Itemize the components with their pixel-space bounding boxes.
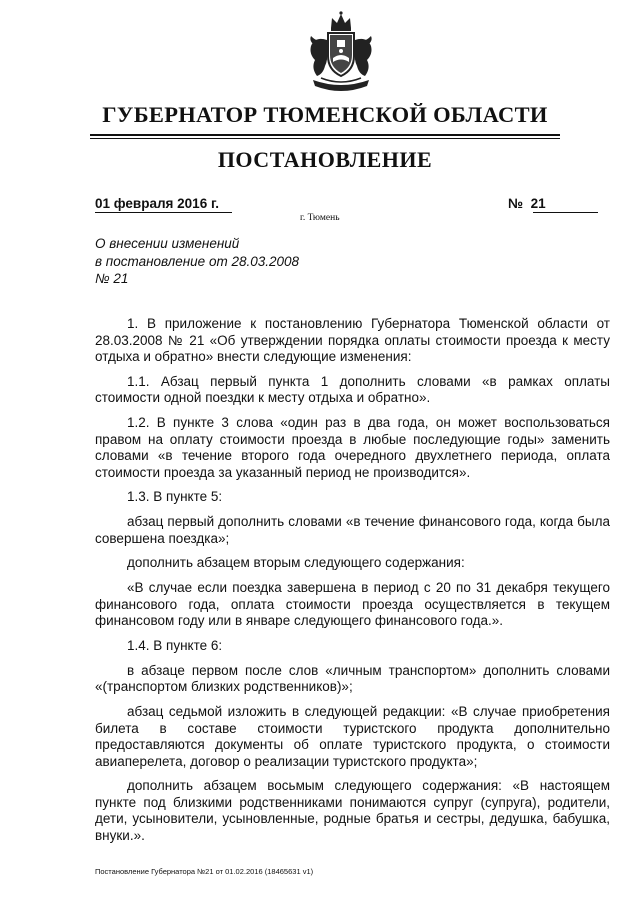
- body-paragraph: 1.1. Абзац первый пункта 1 дополнить словами «в рамках оплаты стоимости одной поездки к месту отдыха и обратно».: [95, 373, 610, 406]
- body-paragraph: абзац первый дополнить словами «в течение финансового года, когда была совершена поездка»;: [95, 514, 610, 546]
- body-paragraph: 1.4. В пункте 6:: [127, 638, 223, 654]
- document-subject: [95, 235, 335, 288]
- number-label: №: [508, 196, 524, 211]
- issuer-title: ГУБЕРНАТОР ТЮМЕНСКОЙ ОБЛАСТИ: [102, 102, 548, 127]
- body-paragraph: дополнить абзацем вторым следующего содержания:: [127, 555, 465, 571]
- number-underline: [533, 212, 598, 213]
- document-city: г. Тюмень: [300, 213, 340, 223]
- document-type: ПОСТАНОВЛЕНИЕ: [217, 147, 433, 172]
- body-paragraph: дополнить абзацем восьмым следующего содержания: «В настоящем пункте под близкими родственниками понимаются супруг (супруга), родители, дети, усыновители, усыновленные, родные братья и сестры, дедушка, бабушка, внуки.».: [95, 778, 610, 843]
- body-paragraph: «В случае если поездка завершена в период с 20 по 31 декабря текущего финансового года, оплата стоимости проезда осуществляется в текущем финансовом году или в январе следующего финансового года.».: [95, 580, 610, 629]
- body-paragraph: 1. В приложение к постановлению Губернатора Тюменской области от 28.03.2008 № 21 «Об утверждении порядка оплаты стоимости проезда к месту отдыха и обратно» внести следующие изменения:: [95, 316, 610, 364]
- subject-line: № 21: [95, 271, 129, 286]
- document-body: [95, 316, 610, 853]
- coat-of-arms-icon: [301, 10, 381, 96]
- number-value: 21: [530, 196, 546, 211]
- document-date: 01 февраля 2016 г.: [95, 196, 232, 213]
- body-paragraph: 1.3. В пункте 5:: [127, 489, 223, 505]
- body-paragraph: абзац седьмой изложить в следующей редакции: «В случае приобретения билета в составе стоимости туристского продукта дополнительно предоставляются документы об оплате туристского продукта, о стоимости авиаперелета, договор о реализации туристского продукта»;: [95, 704, 610, 769]
- document-number: [508, 196, 598, 211]
- page-footer: Постановление Губернатора №21 от 01.02.2016 (18465631 v1): [95, 867, 314, 876]
- header-divider: [90, 134, 560, 136]
- subject-line: О внесении изменений: [95, 236, 240, 251]
- header-divider-thin: [90, 138, 560, 139]
- body-paragraph: 1.2. В пункте 3 слова «один раз в два года, он может воспользоваться правом на оплату стоимости проезда в любые последующие годы» заменить словами «в течение второго года очередного двухлетнего периода, оплата стоимости проезда за указанный период не производится».: [95, 415, 610, 480]
- subject-line: в постановление от 28.03.2008: [95, 253, 300, 269]
- body-paragraph: в абзаце первом после слов «личным транспортом» дополнить словами «(транспортом близких родственников)»;: [95, 662, 610, 695]
